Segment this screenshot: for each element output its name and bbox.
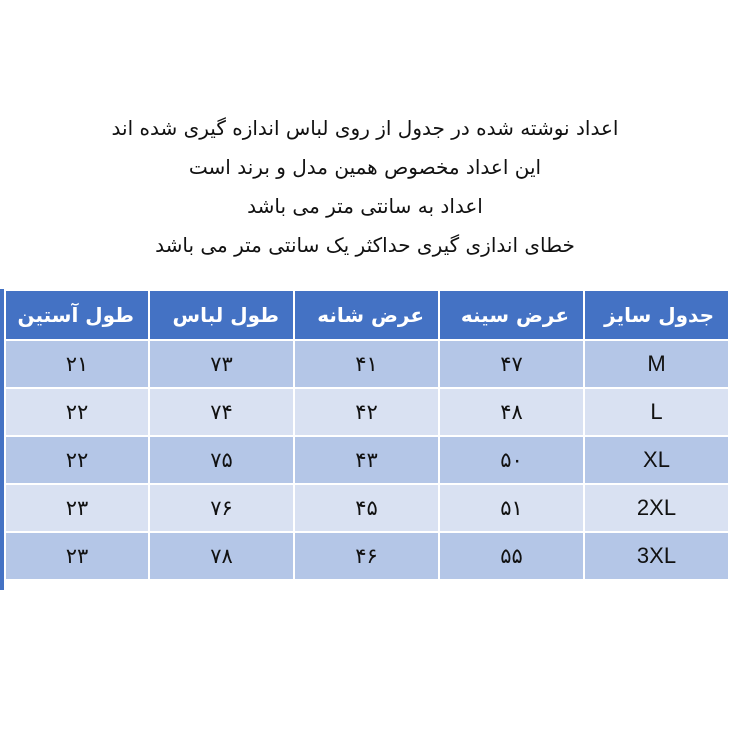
chest-cell: ۵۵: [439, 532, 584, 580]
sleeve-cell: ۲۱: [5, 340, 149, 388]
table-row: [5, 484, 729, 532]
shoulder-cell: ۴۲: [294, 388, 439, 436]
size-cell: 2XL: [584, 484, 729, 532]
length-cell: ۷۳: [149, 340, 294, 388]
table-row: [5, 388, 729, 436]
chest-cell: ۴۷: [439, 340, 584, 388]
header-garment-length: طول لباس: [149, 290, 294, 340]
table-row: [5, 340, 729, 388]
size-cell: L: [584, 388, 729, 436]
table-row: [5, 532, 729, 580]
note-line-1: اعداد نوشته شده در جدول از روی لباس اندازه گیری شده اند: [111, 116, 619, 140]
shoulder-cell: ۴۶: [294, 532, 439, 580]
size-table: [4, 289, 730, 581]
header-sleeve-length: طول آستین: [5, 290, 149, 340]
header-shoulder-width: عرض شانه: [294, 290, 439, 340]
length-cell: ۷۵: [149, 436, 294, 484]
table-header-row: [5, 290, 729, 340]
header-size-chart: جدول سایز: [584, 290, 729, 340]
size-cell: 3XL: [584, 532, 729, 580]
sleeve-cell: ۲۳: [5, 484, 149, 532]
note-line-3: اعداد به سانتی متر می باشد: [247, 194, 483, 218]
note-line-2: این اعداد مخصوص همین مدل و برند است: [188, 155, 542, 179]
table-row: [5, 436, 729, 484]
chest-cell: ۵۱: [439, 484, 584, 532]
shoulder-cell: ۴۳: [294, 436, 439, 484]
sleeve-cell: ۲۲: [5, 436, 149, 484]
chest-cell: ۴۸: [439, 388, 584, 436]
size-cell: XL: [584, 436, 729, 484]
chest-cell: ۵۰: [439, 436, 584, 484]
note-line-4: خطای اندازی گیری حداکثر یک سانتی متر می باشد: [155, 233, 575, 257]
size-cell: M: [584, 340, 729, 388]
length-cell: ۷۶: [149, 484, 294, 532]
sleeve-cell: ۲۳: [5, 532, 149, 580]
shoulder-cell: ۴۱: [294, 340, 439, 388]
header-chest-width: عرض سینه: [439, 290, 584, 340]
sleeve-cell: ۲۲: [5, 388, 149, 436]
length-cell: ۷۸: [149, 532, 294, 580]
length-cell: ۷۴: [149, 388, 294, 436]
shoulder-cell: ۴۵: [294, 484, 439, 532]
notes-block: [0, 109, 730, 265]
